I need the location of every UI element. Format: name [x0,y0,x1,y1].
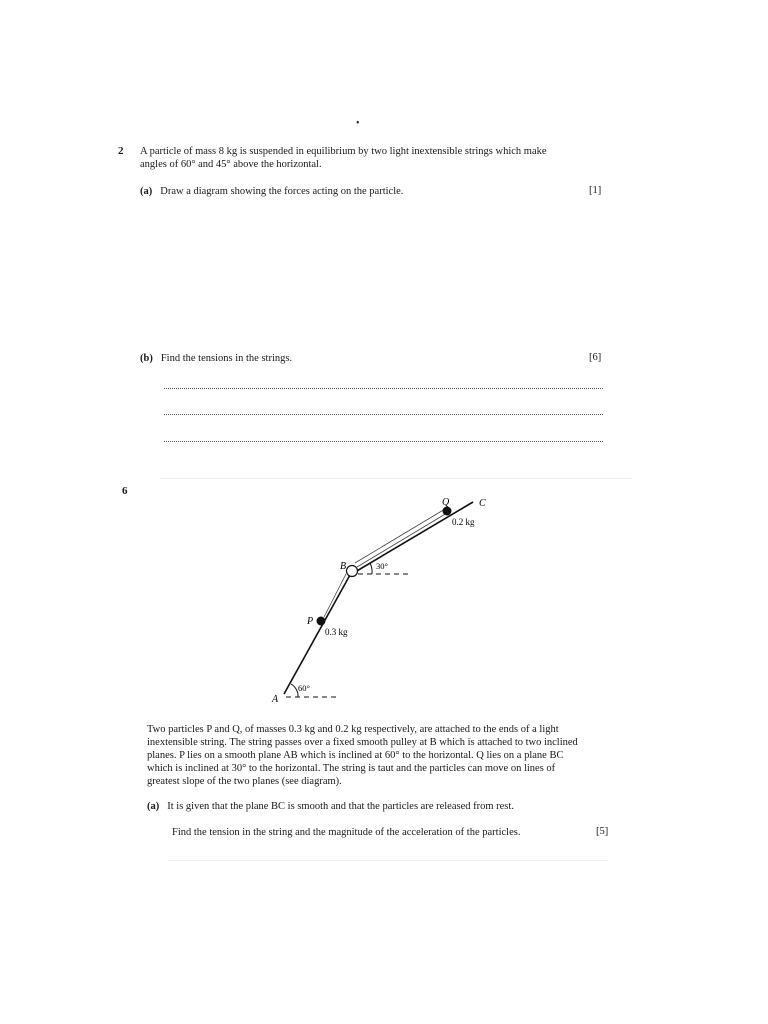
pulley-b-icon [347,566,358,577]
question-6-stem-line4: which is inclined at 30° to the horizontal. The string is taut and the particles can move on lines of [147,763,556,774]
label-q: Q [442,497,450,508]
question-6-stem [147,723,613,788]
label-b: B [340,561,347,572]
label-p: P [307,616,314,627]
question-6-stem-line2: inextensible string. The string passes over a fixed smooth pulley at B which is attached to two inclined [147,737,578,748]
particle-p-icon [317,617,326,626]
question-6a-label: (a) [147,801,160,812]
question-6-stem-line1: Two particles P and Q, of masses 0.3 kg and 0.2 kg respectively, are attached to the ends of a light [147,724,559,735]
string-bp [324,574,346,617]
label-a: A [272,694,279,705]
string-bq-upper [357,513,447,567]
question-2-stem-line1: A particle of mass 8 kg is suspended in equilibrium by two light inextensible strings which make [140,146,547,157]
question-2b-marks: [6] [589,352,602,363]
question-2-stem-line2: angles of 60° and 45° above the horizontal. [140,159,322,170]
lower-separator [168,860,608,861]
question-2b-text: Find the tensions in the strings. [160,353,293,364]
question-2b-label: (b) [140,353,153,364]
question-2-number: 2 [118,145,124,157]
plane-bc-line [350,502,473,575]
question-6a-subtext: Find the tension in the string and the magnitude of the acceleration of the particles. [172,827,521,838]
angle-arc-b [370,563,372,574]
label-angle-b: 30° [376,561,388,571]
string-bq-lower [355,509,445,563]
label-mass-p: 0.3 kg [325,627,348,637]
question-6a [147,800,514,813]
question-6-stem-line5: greatest slope of the two planes (see diagram). [147,776,342,787]
question-6a-text: It is given that the plane BC is smooth and that the particles are released from rest. [167,801,514,812]
label-angle-a: 60° [298,683,310,693]
question-2a-text: Draw a diagram showing the forces acting on the particle. [160,186,404,197]
angle-arc-a [291,684,298,697]
question-6-number: 6 [122,485,128,497]
question-2a-label: (a) [140,186,153,197]
stray-mark: • [356,118,360,129]
label-mass-q: 0.2 kg [452,517,475,527]
question-6-stem-line3: planes. P lies on a smooth plane AB which is inclined at 60° to the horizontal. Q lies on a plane BC [147,750,564,761]
question-2a-marks: [1] [589,185,602,196]
question-6a-marks: [5] [596,826,609,837]
label-c: C [479,498,486,509]
